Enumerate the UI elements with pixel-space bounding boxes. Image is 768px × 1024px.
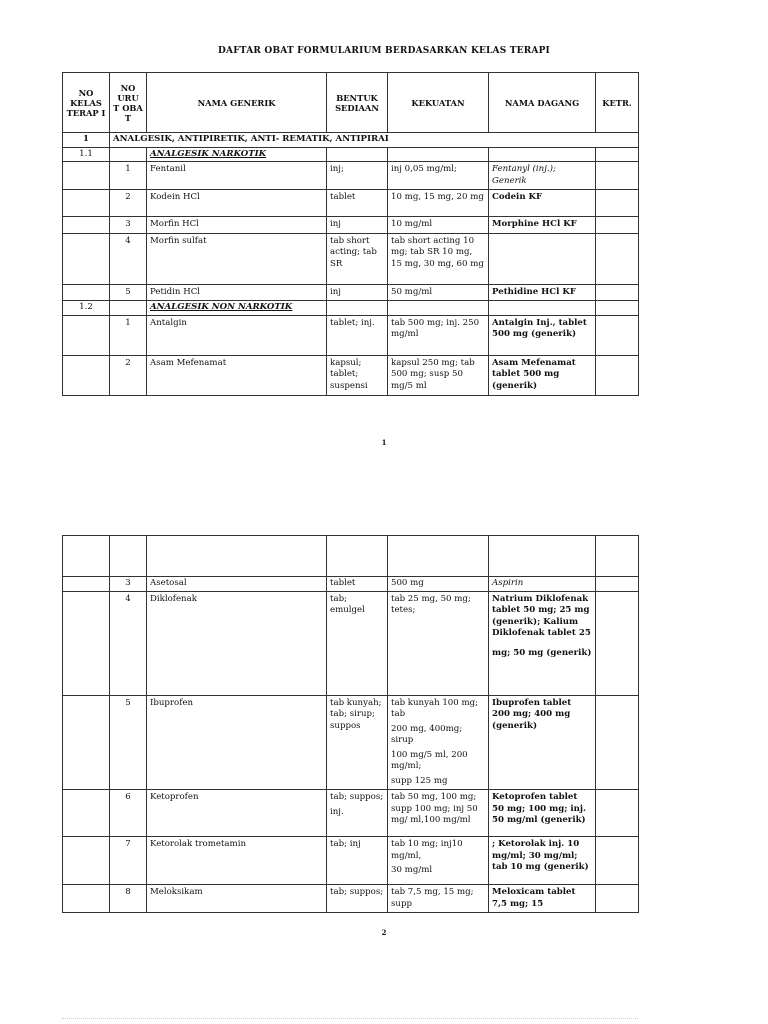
trade-name: Aspirin (489, 577, 596, 592)
generic-name: Diklofenak (147, 591, 327, 695)
strength-line: supp 125 mg (391, 775, 448, 786)
generic-name: Asetosal (147, 577, 327, 592)
row-number: 7 (110, 837, 147, 885)
trade-name: Meloxicam tablet 7,5 mg; 15 (489, 885, 596, 913)
header-row (63, 73, 639, 133)
strength (388, 695, 489, 790)
table-row (63, 837, 639, 885)
trade-name: Antalgin Inj., tablet 500 mg (generik) (489, 315, 596, 355)
dosage-form (327, 790, 388, 837)
strength: 500 mg (388, 577, 489, 592)
strength: 10 mg/ml (388, 217, 489, 234)
table-row (63, 233, 639, 284)
subclass-row (63, 301, 639, 316)
table-row (63, 885, 639, 913)
generic-name: Morfin HCl (147, 217, 327, 234)
strength: kapsul 250 mg; tab 500 mg; susp 50 mg/5 ml (388, 355, 489, 395)
dosage-form-line: tab; suppos; (330, 792, 384, 802)
table-row (63, 162, 639, 190)
generic-name: Kodein HCl (147, 190, 327, 217)
trade-name: Asam Mefenamat tablet 500 mg (generik) (489, 355, 596, 395)
generic-name: Ketoprofen (147, 790, 327, 837)
strength: tab 25 mg, 50 mg; tetes; (388, 591, 489, 695)
header-no-urut: NO URU T OBA T (110, 73, 147, 133)
trade-name: Ibuprofen tablet 200 mg; 400 mg (generik) (489, 695, 596, 790)
trade-name: ; Ketorolak inj. 10 mg/ml; 30 mg/ml; tab 10 mg (generik) (489, 837, 596, 885)
header-ketr: KETR. (596, 73, 639, 133)
class-number: 1 (63, 133, 110, 148)
row-number: 4 (110, 233, 147, 284)
dosage-form: tablet; inj. (327, 315, 388, 355)
class-row (63, 133, 639, 148)
subclass-name: ANALGESIK NARKOTIK (147, 147, 327, 162)
table-row (63, 591, 639, 695)
strength: 50 mg/ml (388, 284, 489, 301)
table-row (63, 217, 639, 234)
dosage-form: tab short acting; tab SR (327, 233, 388, 284)
generic-name: Morfin sulfat (147, 233, 327, 284)
trade-name: Pethidine HCl KF (489, 284, 596, 301)
dosage-form: tab; suppos; (327, 885, 388, 913)
generic-name: Antalgin (147, 315, 327, 355)
trade-name-line: mg; 50 mg (generik) (492, 647, 592, 658)
row-number: 4 (110, 591, 147, 695)
table-row (63, 355, 639, 395)
dosage-form: inj; (327, 162, 388, 190)
subclass-number: 1.1 (63, 147, 110, 162)
strength (388, 837, 489, 885)
subclass-row (63, 147, 639, 162)
strength-line: 200 mg, 400mg; sirup (391, 723, 463, 745)
strength: 10 mg, 15 mg, 20 mg (388, 190, 489, 217)
strength-line: tab kunyah 100 mg; tab (391, 697, 479, 719)
page-number: 1 (381, 438, 387, 447)
trade-name (489, 591, 596, 695)
row-number: 2 (110, 190, 147, 217)
subclass-name: ANALGESIK NON NARKOTIK (147, 301, 327, 316)
trade-name: Fentanyl (inj.); Generik (489, 162, 596, 190)
generic-name: Fentanil (147, 162, 327, 190)
trade-name: Morphine HCl KF (489, 217, 596, 234)
header-nama-generik: NAMA GENERIK (147, 73, 327, 133)
formulary-table-page-2 (62, 535, 639, 913)
strength-line: tab 10 mg; inj10 mg/ml, (391, 839, 463, 861)
header-no-kelas: NO KELAS TERAP I (63, 73, 110, 133)
row-number: 3 (110, 217, 147, 234)
row-number: 5 (110, 695, 147, 790)
generic-name: Asam Mefenamat (147, 355, 327, 395)
trade-name-line: Natrium Diklofenak tablet 50 mg; 25 mg (generik); Kalium Diklofenak tablet 25 (492, 593, 591, 638)
row-number: 5 (110, 284, 147, 301)
strength: tab short acting 10 mg; tab SR 10 mg, 15 mg, 30 mg, 60 mg (388, 233, 489, 284)
table-row (63, 577, 639, 592)
formulary-table-page-1 (62, 72, 639, 396)
strength-line: 30 mg/ml (391, 865, 433, 875)
generic-name: Meloksikam (147, 885, 327, 913)
generic-name: Ketorolak trometamin (147, 837, 327, 885)
row-number: 1 (110, 315, 147, 355)
continued-header-row (63, 536, 639, 577)
table-row (63, 284, 639, 301)
page-divider (62, 1018, 638, 1019)
dosage-form: tab kunyah; tab; sirup; suppos (327, 695, 388, 790)
table-row (63, 190, 639, 217)
strength: tab 500 mg; inj. 250 mg/ml (388, 315, 489, 355)
dosage-form: inj (327, 284, 388, 301)
dosage-form: tab; emulgel (327, 591, 388, 695)
document-title: DAFTAR OBAT FORMULARIUM BERDASARKAN KELAS TERAPI (218, 46, 550, 56)
page-number: 2 (381, 928, 387, 937)
dosage-form: inj (327, 217, 388, 234)
strength: tab 7,5 mg, 15 mg; supp (388, 885, 489, 913)
trade-name: Ketoprofen tablet 50 mg; 100 mg; inj. 50 mg/ml (generik) (489, 790, 596, 837)
dosage-form: kapsul; tablet; suspensi (327, 355, 388, 395)
strength: inj 0,05 mg/ml; (388, 162, 489, 190)
row-number: 6 (110, 790, 147, 837)
dosage-form-line: inj. (330, 806, 344, 817)
dosage-form: tab; inj (327, 837, 388, 885)
row-number: 8 (110, 885, 147, 913)
row-number: 1 (110, 162, 147, 190)
class-name: ANALGESIK, ANTIPIRETIK, ANTI- REMATIK, ANTIPIRAI (110, 133, 639, 148)
dosage-form: tablet (327, 190, 388, 217)
header-bentuk-sediaan: BENTUK SEDIAAN (327, 73, 388, 133)
strength: tab 50 mg, 100 mg; supp 100 mg; inj 50 mg/ ml,100 mg/ml (388, 790, 489, 837)
generic-name: Ibuprofen (147, 695, 327, 790)
strength-line: 100 mg/5 ml, 200 mg/ml; (391, 749, 468, 771)
header-kekuatan: KEKUATAN (388, 73, 489, 133)
generic-name: Petidin HCl (147, 284, 327, 301)
dosage-form: tablet (327, 577, 388, 592)
table-row (63, 790, 639, 837)
row-number: 2 (110, 355, 147, 395)
trade-name: Codein KF (489, 190, 596, 217)
header-nama-dagang: NAMA DAGANG (489, 73, 596, 133)
row-number: 3 (110, 577, 147, 592)
table-row (63, 695, 639, 790)
subclass-number: 1.2 (63, 301, 110, 316)
table-row (63, 315, 639, 355)
trade-name (489, 233, 596, 284)
